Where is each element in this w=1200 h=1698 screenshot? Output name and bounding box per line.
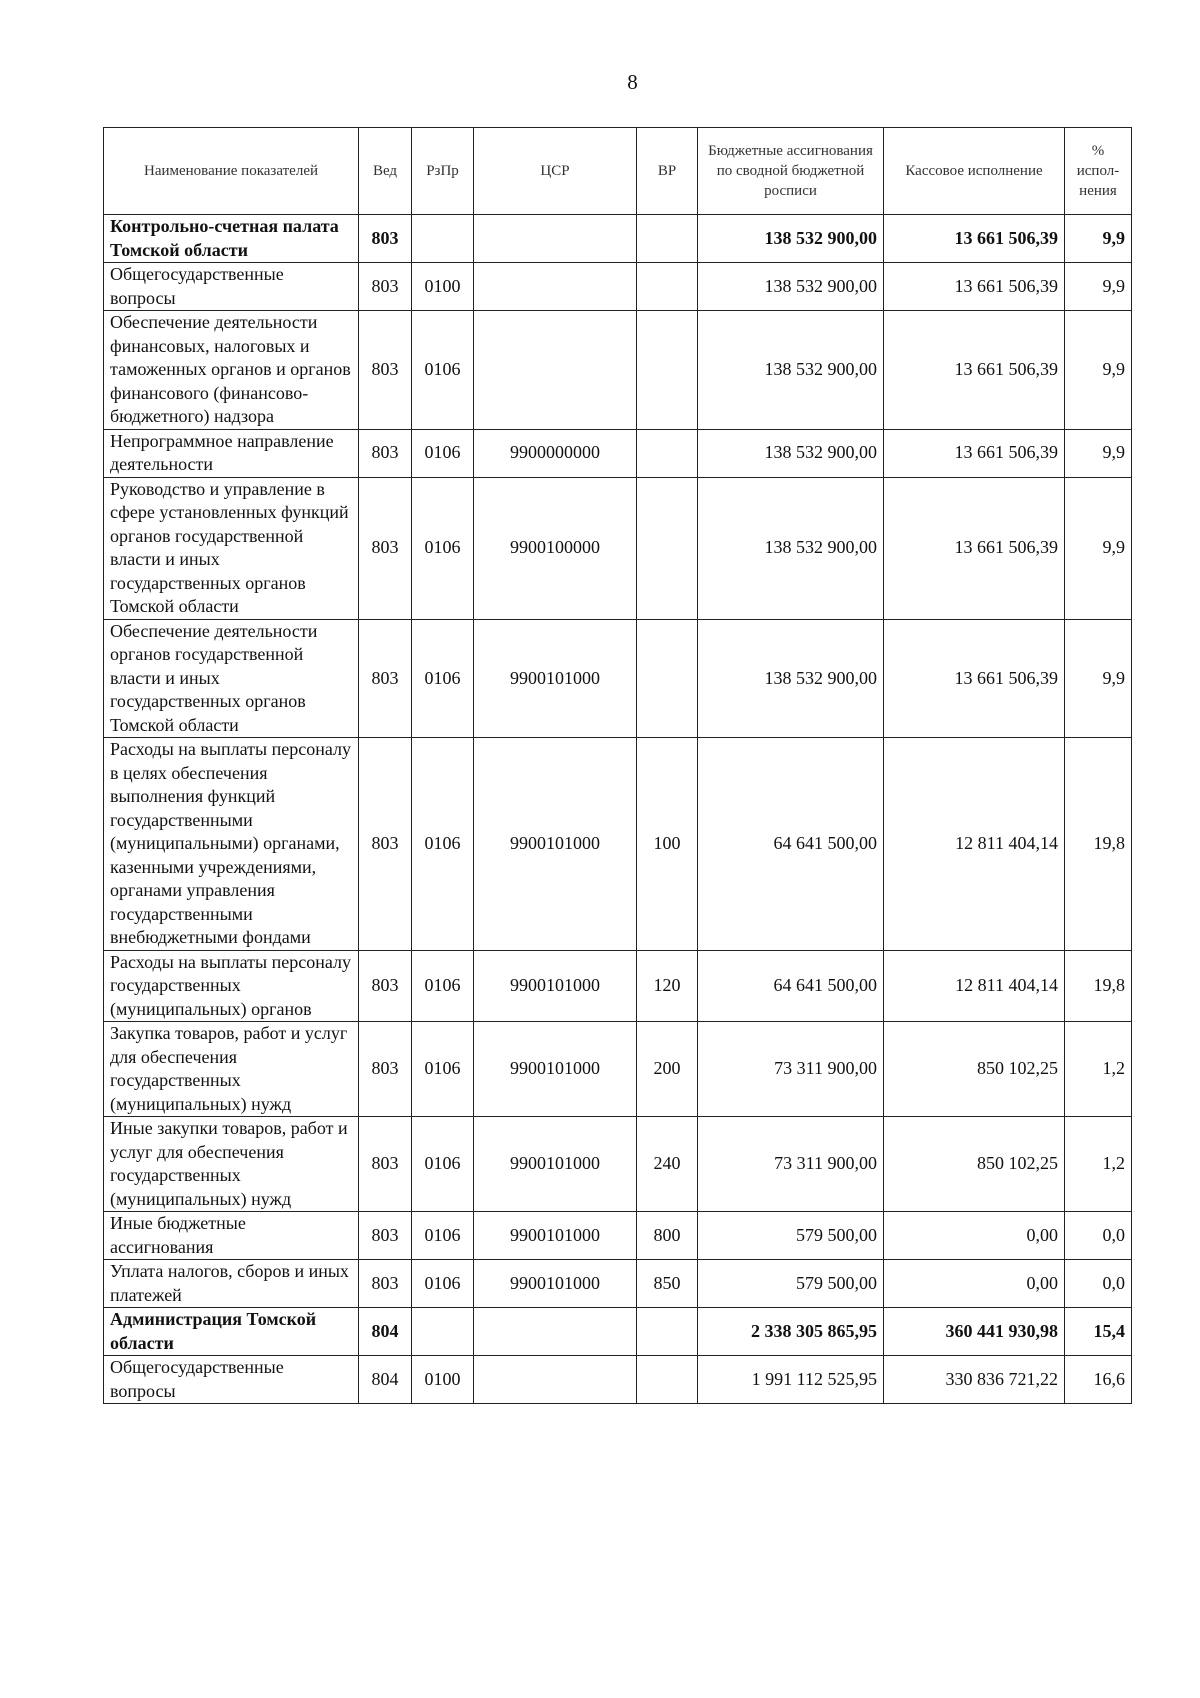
row-cash-execution: 13 661 506,39 (884, 477, 1065, 619)
row-assignments: 138 532 900,00 (698, 263, 884, 311)
row-assignments: 579 500,00 (698, 1260, 884, 1308)
row-vr (637, 477, 698, 619)
table-row (104, 738, 1132, 951)
row-assignments: 64 641 500,00 (698, 738, 884, 951)
row-name: Общегосударственные вопросы (104, 1356, 359, 1404)
row-ved: 804 (359, 1308, 412, 1356)
header-cash-execution: Кассовое исполнение (884, 128, 1065, 215)
table-row (104, 1308, 1132, 1356)
header-rzpr: РзПр (412, 128, 474, 215)
row-vr: 120 (637, 950, 698, 1022)
row-cash-execution: 330 836 721,22 (884, 1356, 1065, 1404)
row-csr (474, 1356, 637, 1404)
row-csr: 9900000000 (474, 429, 637, 477)
row-percent: 9,9 (1065, 311, 1132, 430)
row-assignments: 138 532 900,00 (698, 429, 884, 477)
row-percent: 9,9 (1065, 619, 1132, 738)
table-row (104, 1260, 1132, 1308)
row-name: Расходы на выплаты персоналу государственных (муниципальных) органов (104, 950, 359, 1022)
row-percent: 19,8 (1065, 950, 1132, 1022)
row-csr (474, 311, 637, 430)
row-rzpr: 0106 (412, 1117, 474, 1212)
row-csr: 9900101000 (474, 1117, 637, 1212)
row-cash-execution: 13 661 506,39 (884, 263, 1065, 311)
row-percent: 9,9 (1065, 263, 1132, 311)
table-row (104, 1212, 1132, 1260)
header-vr: ВР (637, 128, 698, 215)
row-assignments: 138 532 900,00 (698, 311, 884, 430)
row-ved: 803 (359, 1117, 412, 1212)
row-name: Общегосударственные вопросы (104, 263, 359, 311)
row-name: Закупка товаров, работ и услуг для обеспечения государственных (муниципальных) нужд (104, 1022, 359, 1117)
row-name: Администрация Томской области (104, 1308, 359, 1356)
row-rzpr: 0106 (412, 311, 474, 430)
row-ved: 803 (359, 477, 412, 619)
page-number: 8 (627, 70, 638, 94)
row-vr (637, 215, 698, 263)
row-ved: 803 (359, 263, 412, 311)
row-cash-execution: 12 811 404,14 (884, 738, 1065, 951)
row-cash-execution: 13 661 506,39 (884, 429, 1065, 477)
table-row (104, 950, 1132, 1022)
row-name: Уплата налогов, сборов и иных платежей (104, 1260, 359, 1308)
row-percent: 1,2 (1065, 1117, 1132, 1212)
row-csr: 9900100000 (474, 477, 637, 619)
row-name: Руководство и управление в сфере установленных функций органов государственной власти и иных государственных органов Томской области (104, 477, 359, 619)
row-percent: 1,2 (1065, 1022, 1132, 1117)
row-rzpr: 0106 (412, 738, 474, 951)
row-rzpr: 0106 (412, 1212, 474, 1260)
row-vr (637, 1308, 698, 1356)
row-name: Непрограммное направление деятельности (104, 429, 359, 477)
row-assignments: 579 500,00 (698, 1212, 884, 1260)
header-percent: % испол-нения (1065, 128, 1132, 215)
row-vr: 100 (637, 738, 698, 951)
row-csr: 9900101000 (474, 1260, 637, 1308)
row-ved: 803 (359, 311, 412, 430)
row-csr: 9900101000 (474, 1212, 637, 1260)
row-assignments: 73 311 900,00 (698, 1117, 884, 1212)
table-header-row (104, 128, 1132, 215)
row-csr: 9900101000 (474, 1022, 637, 1117)
table-row (104, 215, 1132, 263)
row-cash-execution: 13 661 506,39 (884, 619, 1065, 738)
row-ved: 803 (359, 1260, 412, 1308)
row-assignments: 2 338 305 865,95 (698, 1308, 884, 1356)
row-vr: 800 (637, 1212, 698, 1260)
row-cash-execution: 850 102,25 (884, 1117, 1065, 1212)
row-assignments: 138 532 900,00 (698, 619, 884, 738)
row-rzpr: 0106 (412, 1022, 474, 1117)
row-percent: 9,9 (1065, 215, 1132, 263)
row-assignments: 138 532 900,00 (698, 477, 884, 619)
row-csr (474, 1308, 637, 1356)
row-ved: 803 (359, 429, 412, 477)
row-ved: 803 (359, 215, 412, 263)
row-percent: 0,0 (1065, 1212, 1132, 1260)
row-name: Иные бюджетные ассигнования (104, 1212, 359, 1260)
row-ved: 803 (359, 1022, 412, 1117)
row-assignments: 73 311 900,00 (698, 1022, 884, 1117)
row-vr: 200 (637, 1022, 698, 1117)
table-row (104, 311, 1132, 430)
row-name: Контрольно-счетная палата Томской области (104, 215, 359, 263)
row-cash-execution: 850 102,25 (884, 1022, 1065, 1117)
row-rzpr (412, 1308, 474, 1356)
row-csr: 9900101000 (474, 950, 637, 1022)
table-row (104, 1117, 1132, 1212)
row-cash-execution: 13 661 506,39 (884, 215, 1065, 263)
row-assignments: 138 532 900,00 (698, 215, 884, 263)
row-ved: 803 (359, 738, 412, 951)
row-ved: 804 (359, 1356, 412, 1404)
row-vr (637, 429, 698, 477)
row-name: Расходы на выплаты персоналу в целях обеспечения выполнения функций государственными (муниципальными) органами, казенными учреждениями, органами управления государственными внебюджетными фондами (104, 738, 359, 951)
header-name: Наименование показателей (104, 128, 359, 215)
row-rzpr (412, 215, 474, 263)
row-percent: 9,9 (1065, 477, 1132, 619)
row-cash-execution: 13 661 506,39 (884, 311, 1065, 430)
row-percent: 9,9 (1065, 429, 1132, 477)
table-row (104, 429, 1132, 477)
row-percent: 19,8 (1065, 738, 1132, 951)
table-row (104, 477, 1132, 619)
row-ved: 803 (359, 1212, 412, 1260)
row-rzpr: 0106 (412, 950, 474, 1022)
row-rzpr: 0106 (412, 477, 474, 619)
row-rzpr: 0106 (412, 619, 474, 738)
header-csr: ЦСР (474, 128, 637, 215)
row-assignments: 64 641 500,00 (698, 950, 884, 1022)
row-cash-execution: 12 811 404,14 (884, 950, 1065, 1022)
row-ved: 803 (359, 619, 412, 738)
header-ved: Вед (359, 128, 412, 215)
row-csr: 9900101000 (474, 619, 637, 738)
row-rzpr: 0100 (412, 1356, 474, 1404)
row-rzpr: 0106 (412, 429, 474, 477)
table-row (104, 263, 1132, 311)
row-name: Обеспечение деятельности органов государственной власти и иных государственных органов Томской области (104, 619, 359, 738)
row-cash-execution: 360 441 930,98 (884, 1308, 1065, 1356)
row-vr (637, 619, 698, 738)
row-vr: 240 (637, 1117, 698, 1212)
row-cash-execution: 0,00 (884, 1212, 1065, 1260)
row-csr (474, 215, 637, 263)
table-row (104, 619, 1132, 738)
row-csr (474, 263, 637, 311)
row-rzpr: 0100 (412, 263, 474, 311)
row-csr: 9900101000 (474, 738, 637, 951)
table-row (104, 1022, 1132, 1117)
row-percent: 15,4 (1065, 1308, 1132, 1356)
row-vr (637, 311, 698, 430)
row-name: Иные закупки товаров, работ и услуг для обеспечения государственных (муниципальных) нужд (104, 1117, 359, 1212)
header-assignments: Бюджетные ассигнования по сводной бюджетной росписи (698, 128, 884, 215)
row-percent: 0,0 (1065, 1260, 1132, 1308)
row-vr (637, 263, 698, 311)
table-row (104, 1356, 1132, 1404)
row-percent: 16,6 (1065, 1356, 1132, 1404)
row-assignments: 1 991 112 525,95 (698, 1356, 884, 1404)
row-rzpr: 0106 (412, 1260, 474, 1308)
budget-execution-table (103, 127, 1132, 1404)
row-cash-execution: 0,00 (884, 1260, 1065, 1308)
row-name: Обеспечение деятельности финансовых, налоговых и таможенных органов и органов финансового (финансово-бюджетного) надзора (104, 311, 359, 430)
row-vr (637, 1356, 698, 1404)
row-ved: 803 (359, 950, 412, 1022)
row-vr: 850 (637, 1260, 698, 1308)
